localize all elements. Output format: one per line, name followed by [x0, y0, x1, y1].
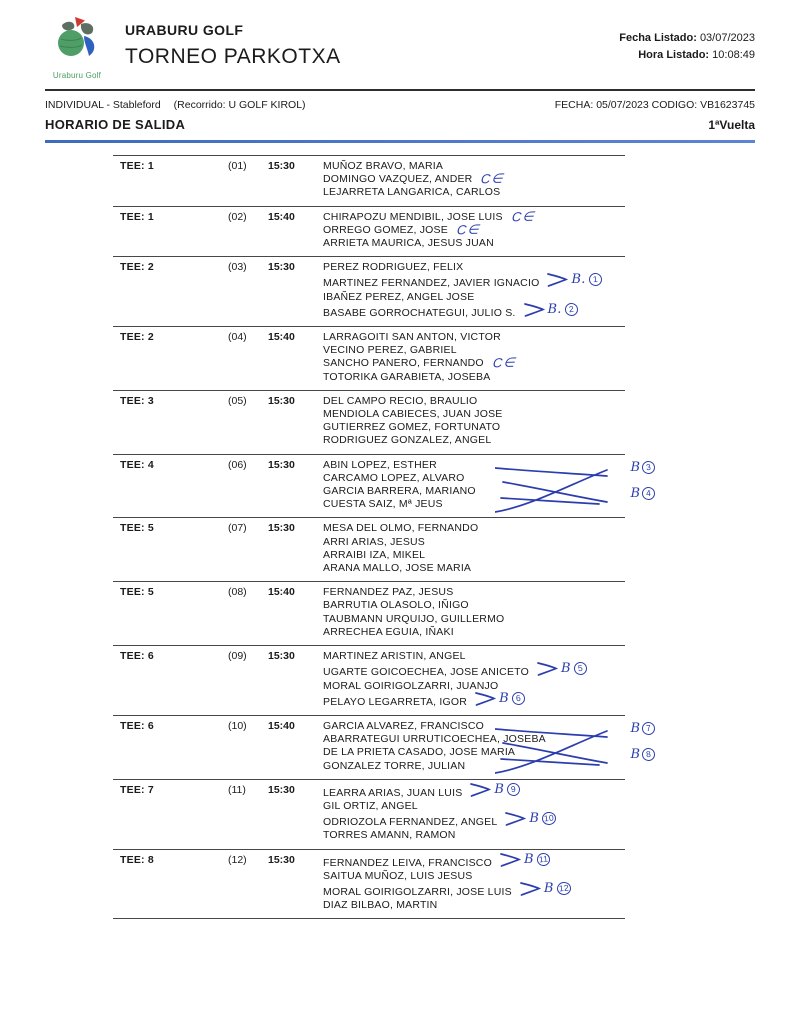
player-name: MORAL GOIRIGOLZARRI, JOSE LUIS: [323, 885, 512, 898]
player-line: [323, 690, 625, 709]
handwritten-arrow-icon: [499, 852, 521, 867]
tee-label: TEE: 6: [120, 719, 154, 732]
player-name: MARTINEZ ARISTIN, ANGEL: [323, 650, 466, 663]
player-line: [323, 331, 625, 344]
handwritten-arrow-icon: [536, 661, 558, 676]
player-line: [323, 733, 625, 746]
handwritten-arrow-icon: [523, 302, 545, 317]
circled-number: 4: [641, 486, 655, 500]
format-left: [45, 99, 316, 111]
player-name: RODRIGUEZ GONZALEZ, ANGEL: [323, 434, 492, 447]
player-name: IBAÑEZ PEREZ, ANGEL JOSE: [323, 290, 475, 303]
players-list: [323, 781, 625, 843]
circled-number: 1: [588, 273, 602, 287]
player-name: ORREGO GOMEZ, JOSE: [323, 223, 448, 236]
tee-row: [113, 390, 625, 454]
players-list: [323, 522, 625, 575]
player-line: [323, 586, 625, 599]
format-right: [555, 99, 755, 111]
circled-number: 7: [641, 721, 655, 735]
player-name: ARRAIBI IZA, MIKEL: [323, 548, 426, 561]
player-line: [323, 221, 625, 238]
player-line: [323, 357, 625, 370]
player-line: [323, 371, 625, 384]
tee-label: TEE: 1: [120, 210, 154, 223]
player-line: [323, 498, 625, 511]
tee-row: [113, 326, 625, 390]
player-line: [323, 301, 625, 320]
fecha-listado-line: [619, 30, 755, 47]
cross-label-top: [630, 722, 655, 735]
player-name: BASABE GORROCHATEGUI, JULIO S.: [323, 306, 516, 319]
tee-time: 15:40: [268, 719, 295, 732]
handwritten-b-label: B: [630, 746, 640, 762]
player-name: ABARRATEGUI URRUTICOECHEA, JOSEBA: [323, 733, 546, 746]
players-list: [323, 719, 652, 773]
player-line: [323, 851, 625, 870]
tee-time: 15:30: [268, 160, 295, 172]
group-number: (04): [228, 331, 247, 344]
fecha-value: 05/07/2023: [596, 99, 649, 111]
tee-label: TEE: 1: [120, 160, 154, 172]
group-number: (07): [228, 522, 247, 535]
page-content: [45, 16, 755, 919]
group-number: (10): [228, 719, 247, 732]
player-line: [323, 160, 625, 173]
circled-number: 6: [511, 691, 525, 705]
player-line: [323, 536, 625, 549]
players-list: [323, 395, 625, 448]
handwritten-arrow-icon: [469, 782, 491, 797]
group-number: (12): [228, 853, 247, 866]
player-line: [323, 344, 625, 357]
player-line: [323, 599, 625, 612]
codigo-label: CODIGO:: [651, 99, 698, 111]
tournament-name: TORNEO PARKOTXA: [125, 45, 341, 68]
player-name: TORRES AMANN, RAMON: [323, 829, 456, 842]
player-line: [323, 186, 625, 199]
player-name: MARTINEZ FERNANDEZ, JAVIER IGNACIO: [323, 277, 540, 290]
player-name: MENDIOLA CABIECES, JUAN JOSE: [323, 408, 503, 421]
group-number: (11): [228, 783, 246, 796]
circled-number: 12: [556, 881, 571, 895]
player-name: ODRIOZOLA FERNANDEZ, ANGEL: [323, 816, 498, 829]
b-annotation: [474, 690, 525, 706]
tee-label: TEE: 5: [120, 586, 154, 599]
tee-label: TEE: 5: [120, 522, 154, 535]
player-name: MORAL GOIRIGOLZARRI, JUANJO: [323, 679, 499, 692]
round-label: 1ªVuelta: [708, 118, 755, 132]
handwritten-arrow-icon: [546, 272, 568, 287]
player-name: DIAZ BILBAO, MARTIN: [323, 899, 438, 912]
player-name: GARCIA BARRERA, MARIANO: [323, 485, 476, 498]
handwritten-arrow-icon: [474, 691, 496, 706]
player-line: [323, 899, 625, 912]
handwritten-b-label: B: [630, 720, 640, 736]
player-name: VECINO PEREZ, GABRIEL: [323, 344, 457, 357]
tee-label: TEE: 4: [120, 458, 154, 471]
player-name: BARRUTIA OLASOLO, IÑIGO: [323, 599, 469, 612]
hora-listado-line: [619, 47, 755, 64]
fecha-label: FECHA:: [554, 99, 594, 111]
handwritten-b-label: B.: [547, 301, 562, 317]
handwritten-b-label: B: [560, 661, 571, 677]
player-name: PEREZ RODRIGUEZ, FELIX: [323, 261, 464, 274]
player-name: ABIN LOPEZ, ESTHER: [323, 458, 437, 471]
players-list: [323, 208, 625, 251]
circled-number: 8: [641, 747, 655, 761]
report-header: [45, 16, 755, 80]
player-line: [323, 813, 625, 829]
b-annotation: [499, 851, 550, 867]
player-line: [323, 522, 625, 535]
player-name: DE LA PRIETA CASADO, JOSE MARIA: [323, 746, 516, 759]
player-name: UGARTE GOICOECHEA, JOSE ANICETO: [323, 666, 529, 679]
group-number: (06): [228, 458, 247, 471]
players-list: [323, 851, 625, 913]
player-name: MUÑOZ BRAVO, MARIA: [323, 160, 444, 172]
tee-time: 15:40: [268, 586, 295, 599]
handwritten-b-label: B: [630, 459, 640, 475]
player-line: [323, 800, 625, 813]
schedule: [113, 155, 652, 919]
b-annotation: [546, 272, 601, 288]
player-name: GONZALEZ TORRE, JULIAN: [323, 759, 466, 772]
group-number: (03): [228, 261, 247, 274]
cross-label-bottom: [630, 487, 655, 500]
handwritten-arrow-icon: [519, 881, 541, 896]
player-name: ARRIETA MAURICA, JESUS JUAN: [323, 237, 494, 250]
section-title: HORARIO DE SALIDA: [45, 117, 186, 132]
player-line: [323, 434, 625, 447]
tee-label: TEE: 7: [120, 783, 154, 796]
player-name: LARRAGOITI SAN ANTON, VICTOR: [323, 331, 501, 344]
player-line: [323, 421, 625, 434]
player-name: CUESTA SAIZ, Mª JEUS: [323, 498, 443, 511]
circled-number: 10: [542, 811, 557, 825]
club-name: URABURU GOLF: [125, 22, 244, 38]
player-name: GUTIERREZ GOMEZ, FORTUNATO: [323, 421, 501, 434]
header-divider: [45, 89, 755, 91]
player-name: GARCIA ALVAREZ, FRANCISCO: [323, 719, 484, 732]
handwritten-arrow-icon: [504, 811, 526, 826]
tee-label: TEE: 3: [120, 394, 154, 407]
group-number: (02): [228, 210, 247, 223]
player-name: SANCHO PANERO, FERNANDO: [323, 357, 484, 370]
player-line: [323, 746, 625, 759]
players-list: [323, 586, 625, 639]
tee-row: [113, 454, 652, 518]
tee-row: [113, 517, 625, 581]
player-name: DOMINGO VAZQUEZ, ANDER: [323, 173, 473, 186]
group-number: (05): [228, 394, 247, 407]
player-name: CHIRAPOZU MENDIBIL, JOSE LUIS: [323, 210, 503, 223]
player-line: [323, 549, 625, 562]
tee-row: [113, 645, 625, 715]
tee-time: 15:30: [268, 458, 295, 471]
player-line: [323, 459, 625, 472]
tee-time: 15:30: [268, 783, 295, 796]
players-list: [323, 160, 625, 200]
group-number: (01): [228, 160, 247, 172]
section-line: [45, 117, 755, 132]
circled-number: 9: [507, 782, 521, 796]
club-logo: [45, 16, 109, 80]
player-name: FERNANDEZ PAZ, JESUS: [323, 586, 454, 599]
b-annotation: [519, 880, 571, 896]
handwritten-b-label: B.: [571, 272, 586, 288]
player-name: LEARRA ARIAS, JUAN LUIS: [323, 786, 463, 799]
tee-label: TEE: 2: [120, 331, 154, 344]
player-name: ARRECHEA EGUIA, IÑAKI: [323, 625, 454, 638]
handwritten-b-label: B: [543, 880, 554, 896]
codigo-value: VB1623745: [700, 99, 755, 111]
handwritten-b-label: B: [499, 690, 509, 706]
player-name: PELAYO LEGARRETA, IGOR: [323, 695, 468, 708]
player-line: [323, 485, 625, 498]
tee-time: 15:30: [268, 522, 295, 535]
player-line: [323, 720, 625, 733]
handwritten-b-label: B: [630, 485, 640, 501]
handwritten-b-label: B: [494, 781, 505, 797]
fecha-listado-value: 03/07/2023: [699, 32, 755, 44]
player-name: LEJARRETA LANGARICA, CARLOS: [323, 186, 501, 199]
ce-mark: C∈: [480, 170, 506, 187]
tee-label: TEE: 2: [120, 261, 154, 274]
player-line: [323, 870, 625, 883]
hora-listado-label: Hora Listado:: [638, 49, 710, 61]
course-label: (Recorrido: U GOLF KIROL): [173, 99, 306, 111]
club-logo-icon: [50, 16, 104, 68]
logo-caption: Uraburu Golf: [52, 71, 102, 80]
group-number: (08): [228, 586, 247, 599]
circled-number: 2: [564, 302, 578, 316]
player-line: [323, 291, 625, 304]
circled-number: 11: [536, 852, 551, 866]
players-list: [323, 650, 625, 709]
category-label: INDIVIDUAL - Stableford: [45, 99, 161, 111]
tee-row: [113, 256, 625, 326]
fecha-listado-label: Fecha Listado:: [619, 32, 697, 44]
player-name: ARRI ARIAS, JESUS: [323, 535, 426, 548]
tee-time: 15:40: [268, 331, 295, 344]
group-number: (09): [228, 650, 247, 663]
b-annotation: [523, 301, 578, 317]
cross-label-bottom: [630, 748, 655, 761]
player-line: [323, 626, 625, 639]
tee-label: TEE: 6: [120, 650, 154, 663]
tee-row: [113, 581, 625, 645]
tee-row: [113, 715, 652, 779]
player-line: [323, 562, 625, 575]
blue-divider: [45, 140, 755, 143]
player-name: TOTORIKA GARABIETA, JOSEBA: [323, 370, 491, 383]
player-name: CARCAMO LOPEZ, ALVARO: [323, 471, 465, 484]
cross-label-top: [630, 461, 655, 474]
title-block: [125, 16, 341, 69]
tee-time: 15:30: [268, 650, 295, 663]
ce-mark: C∈: [510, 208, 536, 225]
player-line: [323, 274, 625, 290]
player-name: FERNANDEZ LEIVA, FRANCISCO: [323, 856, 492, 869]
player-line: [323, 829, 625, 842]
player-name: TAUBMANN URQUIJO, GUILLERMO: [323, 612, 505, 625]
player-name: DEL CAMPO RECIO, BRAULIO: [323, 394, 478, 407]
player-line: [323, 170, 625, 187]
handwritten-b-label: B: [529, 811, 540, 827]
b-annotation: [536, 661, 587, 677]
ce-mark: C∈: [491, 355, 517, 371]
ce-mark: C∈: [456, 221, 481, 238]
tee-time: 15:30: [268, 394, 295, 407]
player-line: [323, 663, 625, 679]
tee-row: [113, 849, 625, 920]
players-list: [323, 261, 625, 320]
handwritten-b-label: B: [523, 851, 534, 867]
format-line: [45, 99, 755, 111]
tee-row: [113, 206, 625, 257]
player-line: [323, 472, 625, 485]
tee-row: [113, 779, 625, 849]
player-name: SAITUA MUÑOZ, LUIS JESUS: [323, 869, 473, 882]
player-line: [323, 237, 625, 250]
player-name: ARANA MALLO, JOSE MARIA: [323, 562, 472, 575]
tee-time: 15:40: [268, 210, 295, 223]
b-annotation: [504, 811, 556, 827]
players-list: [323, 458, 652, 512]
b-annotation: [469, 781, 520, 797]
tee-time: 15:30: [268, 853, 295, 866]
player-line: [323, 880, 625, 899]
circled-number: 5: [573, 662, 587, 676]
circled-number: 3: [641, 460, 655, 474]
listing-info: [619, 16, 755, 64]
tee-time: 15:30: [268, 261, 295, 274]
player-line: [323, 408, 625, 421]
player-line: [323, 781, 625, 800]
player-line: [323, 760, 625, 773]
player-line: [323, 613, 625, 626]
player-name: GIL ORTIZ, ANGEL: [323, 799, 418, 812]
player-line: [323, 395, 625, 408]
tee-row: [113, 155, 625, 206]
players-list: [323, 331, 625, 384]
tee-label: TEE: 8: [120, 853, 154, 866]
hora-listado-value: 10:08:49: [712, 49, 755, 61]
player-name: MESA DEL OLMO, FERNANDO: [323, 522, 479, 535]
